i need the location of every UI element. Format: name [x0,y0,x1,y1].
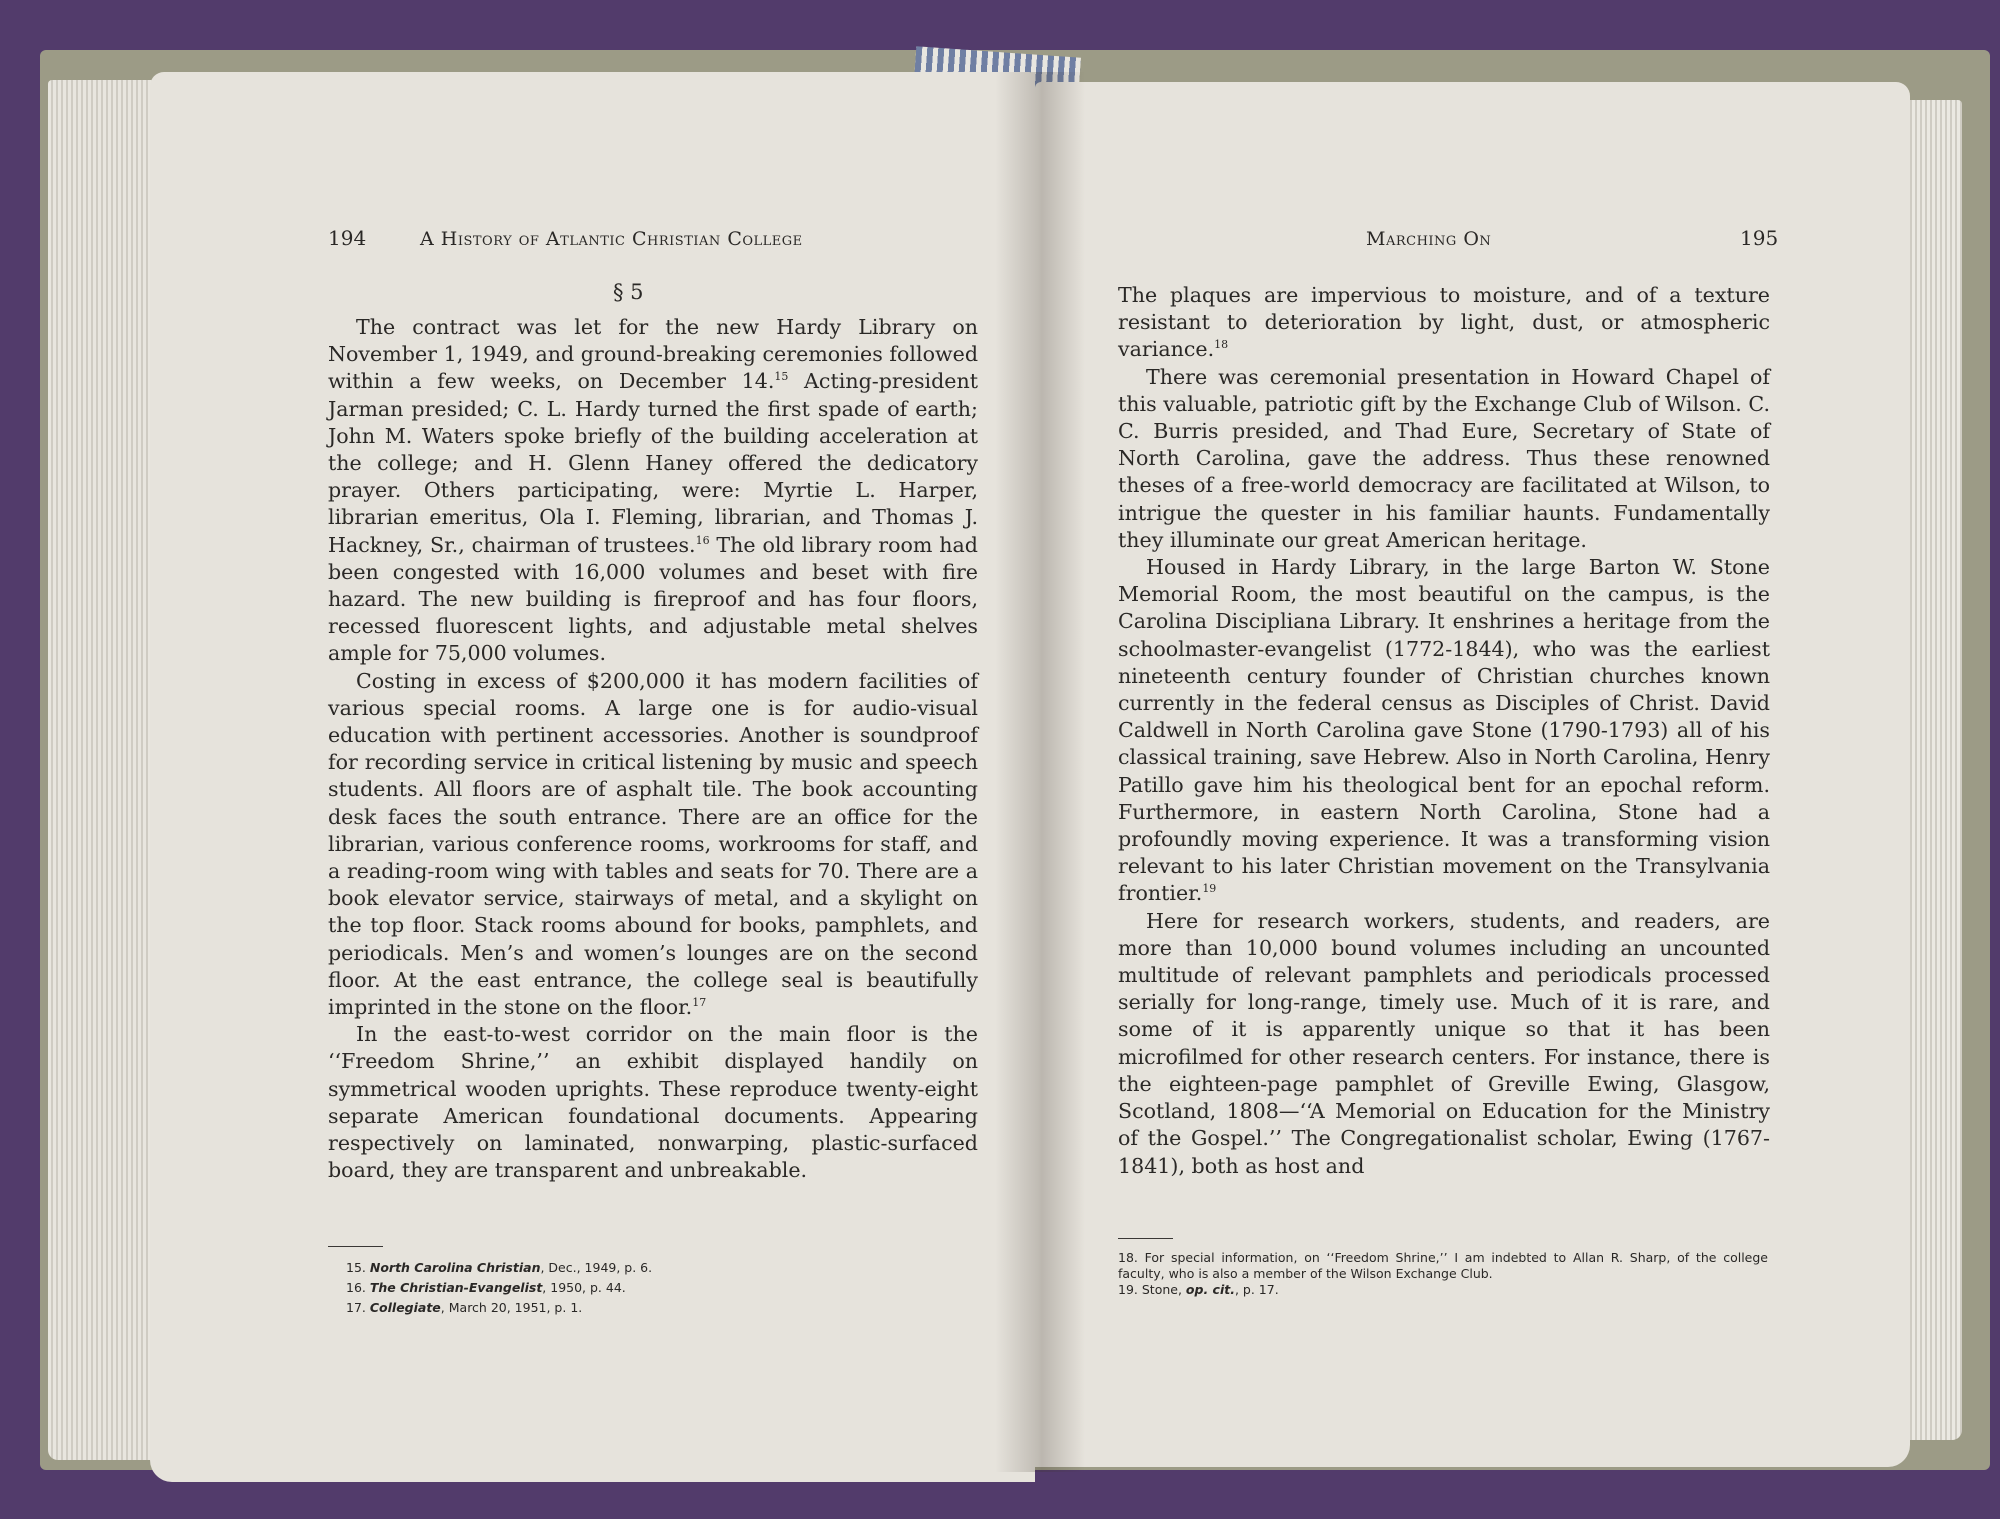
paragraph: In the east-to-west corridor on the main floor is the ‘‘Freedom Shrine,’’ an exhibit displayed handily on symmetrical wooden uprights. These reproduce twenty-eight separate American foundational documents. Appearing respectively on laminated, nonwarping, plastic-surfaced board, they are transparent and unbreakable. [328,1022,978,1183]
left-footnotes [346,1258,652,1318]
left-page-number: 194 [328,226,367,250]
footnote: 16. The Christian-Evangelist, 1950, p. 44. [346,1280,626,1295]
paragraph: The plaques are impervious to moisture, and of a texture resistant to deterioration by light, dust, or atmospheric variance.$^{18}$ [1118,283,1770,362]
right-page-number: 195 [1740,226,1779,250]
left-footnote-rule [328,1246,383,1247]
right-running-head: Marching On [1366,228,1492,250]
left-body-text [328,314,978,1185]
paragraph: The contract was let for the new Hardy Library on November 1, 1949, and ground-breaking ceremonies followed within a few weeks, on December 14.15 Acting-president Jarman presided; C. L. Hardy turned the first spade of earth; John M. Waters spoke briefly of the building acceleration at the college; and H. Glenn Haney offered the dedicatory prayer. Others participating, were: Myrtie L. Harper, librarian emeritus, Ola I. Fleming, librarian, and Thomas J. Hackney, Sr., chairman of trustees.$^{16}$ The old library room had been congested with 16,000 volumes and beset with fire hazard. The new building is fireproof and has four floors, recessed fluorescent lights, and adjustable metal shelves ample for 75,000 volumes. [328,315,979,666]
paragraph: Here for research workers, students, and readers, are more than 10,000 bound volumes including an uncounted multitude of relevant pamphlets and periodicals processed serially for long-range, timely use. Much of it is rare, and some of it is apparently unique so that it has been microfilmed for other research centers. For instance, there is the eighteen-page pamphlet of Greville Ewing, Glasgow, Scotland, 1808—‘‘A Memorial on Education for the Ministry of the Gospel.’’ The Congregationalist scholar, Ewing (1767-1841), both as host and [1118,908,1770,1178]
right-footnotes [1118,1250,1768,1298]
footnote: 15. North Carolina Christian, Dec., 1949, p. 6. [346,1260,653,1275]
right-footnote-rule [1118,1238,1173,1239]
footnote: 19. Stone, op. cit., p. 17. [1118,1282,1279,1297]
gutter-shadow [995,72,1085,1472]
paragraph: There was ceremonial presentation in Howard Chapel of this valuable, patriotic gift by the Exchange Club of Wilson. C. C. Burris presided, and Thad Eure, Secretary of State of North Carolina, gave the address. Thus these renowned theses of a free-world democracy are facilitated at Wilson, to intrigue the quester in his familiar haunts. Fundamentally they illuminate our great American heritage. [1118,364,1770,552]
right-body-text [1118,282,1770,1180]
paragraph: Costing in excess of $200,000 it has modern facilities of various special rooms. A large one is for audio-visual education with pertinent accessories. Another is soundproof for recording service in critical listening by music and speech students. All floors are of asphalt tile. The book accounting desk faces the south entrance. There are an office for the librarian, various conference rooms, workrooms for staff, and a reading-room wing with tables and seats for 70. There are a book elevator service, stairways of metal, and a skylight on the top floor. Stack rooms abound for books, pamphlets, and periodicals. Men’s and women’s lounges are on the second floor. At the east entrance, the college seal is beautifully imprinted in the stone on the floor.$^{17}$ [328,668,978,1020]
footnote: 18. For special information, on ‘‘Freedom Shrine,’’ I am indebted to Allan R. Sharp, of the college faculty, who is also a member of the Wilson Exchange Club. [1118,1250,1768,1281]
section-mark: § 5 [613,280,644,304]
paragraph: Housed in Hardy Library, in the large Barton W. Stone Memorial Room, the most beautiful on the campus, is the Carolina Discipliana Library. It enshrines a heritage from the schoolmaster-evangelist (1772-1844), who was the earliest nineteenth century founder of Christian churches known currently in the federal census as Disciples of Christ. David Caldwell in North Carolina gave Stone (1790-1793) all of his classical training, save Hebrew. Also in North Carolina, Henry Patillo gave him his theological bent for an epochal reform. Furthermore, in eastern North Carolina, Stone had a profoundly moving experience. It was a transforming vision relevant to his later Christian movement on the Transylvania frontier.$^{19}$ [1118,555,1770,906]
left-running-head: A History of Atlantic Christian College [420,228,803,250]
footnote: 17. Collegiate, March 20, 1951, p. 1. [346,1300,583,1315]
